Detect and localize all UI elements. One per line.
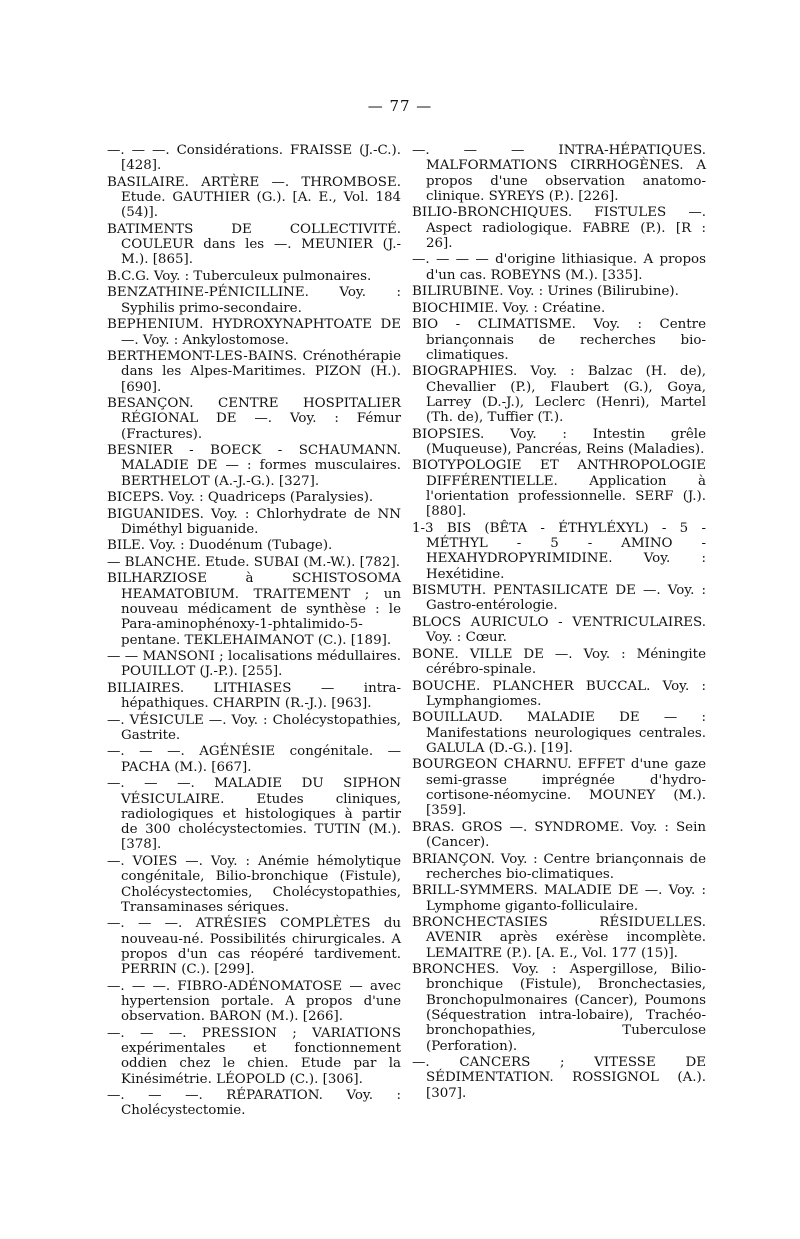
index-entry: BIO - CLIMATISME. Voy. : Centre briançonnais de recherches bio-climatiques.: [412, 317, 706, 363]
index-entry: BICEPS. Voy. : Quadriceps (Paralysies).: [107, 490, 374, 506]
page-number: — 77 —: [367, 97, 433, 115]
index-entry: BLOCS AURICULO - VENTRICULAIRES. Voy. : Cœur.: [412, 614, 706, 646]
index-entry: BIGUANIDES. Voy. : Chlorhydrate de NN Diméthyl biguanide.: [107, 506, 401, 537]
index-entry: —. — —. MALADIE DU SIPHON VÉSICULAIRE. Etudes cliniques, radiologiques et histologiques à partir de 300 cholécystectomies. TUTIN (M.). [378].: [107, 776, 401, 853]
index-entry: —. — —. RÉPARATION. Voy. : Cholécystectomie.: [107, 1088, 401, 1119]
index-entry: BILIAIRES. LITHIASES — intra-hépathiques. CHARPIN (R.-J.). [963].: [107, 680, 401, 712]
index-entry: BRILL-SYMMERS. MALADIE DE —. Voy. : Lymphome giganto-folliculaire.: [412, 883, 706, 914]
index-entry: BRIANÇON. Voy. : Centre briançonnais de recherches bio-climatiques.: [412, 851, 706, 882]
index-entry: BOUCHE. PLANCHER BUCCAL. Voy. : Lymphangiomes.: [412, 678, 706, 709]
index-entry: —. — —. Considérations. FRAISSE (J.-C.). [428].: [107, 143, 401, 174]
index-entry: BIOTYPOLOGIE ET ANTHROPOLOGIE DIFFÉRENTIELLE. Application à l'orientation professionnelle. SERF (J.). [880].: [412, 458, 706, 520]
index-entry: BILHARZIOSE à SCHISTOSOMA HEAMATOBIUM. TRAITEMENT ; un nouveau médicament de synthèse : le Para-aminophénoxy-1-phtalimido-5-pentane. TEKLEHAIMANOT (C.). [189].: [107, 571, 401, 648]
index-entry: —. — —. PRESSION ; VARIATIONS expérimentales et fonctionnement oddien chez le chien. Etude par la Kinésimétrie. LÉOPOLD (C.). [306].: [107, 1025, 401, 1087]
index-entry: BIOCHIMIE. Voy. : Créatine.: [412, 300, 606, 316]
index-entry: BISMUTH. PENTASILICATE DE —. Voy. : Gastro-entérologie.: [412, 583, 706, 614]
index-entry: BATIMENTS DE COLLECTIVITÉ. COULEUR dans les —. MEUNIER (J.-M.). [865].: [107, 221, 401, 268]
index-entry: B.C.G. Voy. : Tuberculeux pulmonaires.: [107, 268, 372, 284]
index-entry: —. — —. FIBRO-ADÉNOMATOSE — avec hypertension portale. A propos d'une observation. BARON (M.). [266].: [107, 978, 401, 1025]
index-entry: BERTHEMONT-LES-BAINS. Crénothérapie dans les Alpes-Maritimes. PIZON (H.). [690].: [107, 348, 401, 395]
index-entry: BRONCHES. Voy. : Aspergillose, Bilio-bronchique (Fistule), Bronchectasies, Bronchopulmonaires (Cancer), Poumons (Séquestration intra-lobaire), Trachéo-bronchopathies, Tuberculose (Perforation).: [412, 962, 706, 1054]
index-entry: BENZATHINE-PÉNICILLINE. Voy. : Syphilis primo-secondaire.: [107, 285, 401, 316]
index-entry: BILE. Voy. : Duodénum (Tubage).: [107, 538, 333, 554]
index-entry: —. — —. AGÉNÉSIE congénitale. — PACHA (M.). [667].: [107, 744, 401, 775]
index-entry: —. VOIES —. Voy. : Anémie hémolytique congénitale, Bilio-bronchique (Fistule), Cholécystectomies, Cholécystopathies, Transaminases sériques.: [107, 853, 401, 915]
index-entry: — — MANSONI ; localisations médullaires. POUILLOT (J.-P.). [255].: [107, 649, 401, 680]
index-entry: —. — — — d'origine lithiasique. A propos d'un cas. ROBEYNS (M.). [335].: [412, 252, 706, 283]
index-entry: BOUILLAUD. MALADIE DE — : Manifestations neurologiques centrales. GALULA (D.-G.). [19].: [412, 710, 706, 756]
index-entry: BASILAIRE. ARTÈRE —. THROMBOSE. Etude. GAUTHIER (G.). [A. E., Vol. 184 (54)].: [107, 174, 401, 221]
index-entry: BESANÇON. CENTRE HOSPITALIER RÉGIONAL DE —. Voy. : Fémur (Fractures).: [107, 396, 401, 442]
index-entry: BRONCHECTASIES RÉSIDUELLES. AVENIR après exérèse incomplète. LEMAITRE (P.). [A. E., Vol. 177 (15)].: [412, 915, 706, 961]
index-entry: BOURGEON CHARNU. EFFET d'une gaze semi-grasse imprégnée d'hydro-cortisone-néomycine. MOUNEY (M.). [359].: [412, 757, 706, 819]
index-entry: BRAS. GROS —. SYNDROME. Voy. : Sein (Cancer).: [412, 819, 706, 851]
left-column: [107, 143, 401, 1120]
index-entry: 1-3 BIS (BÊTA - ÉTHYLÉXYL) - 5 - MÉTHYL - 5 - AMINO - HEXAHYDROPYRIMIDINE. Voy. : Hexétidine.: [412, 520, 706, 582]
index-entry: BILIO-BRONCHIQUES. FISTULES —. Aspect radiologique. FABRE (P.). [R : 26].: [412, 205, 706, 251]
index-entry: — BLANCHE. Etude. SUBAI (M.-W.). [782].: [107, 554, 400, 570]
index-entry: BIOPSIES. Voy. : Intestin grêle (Muqueuse), Pancréas, Reins (Maladies).: [412, 426, 706, 457]
index-entry: —. — — INTRA-HÉPATIQUES. MALFORMATIONS CIRRHOGÈNES. A propos d'une observation anatomo-clinique. SYREYS (P.). [226].: [412, 143, 706, 204]
index-entry: BONE. VILLE DE —. Voy. : Méningite cérébro-spinale.: [412, 646, 706, 678]
index-entry: BESNIER - BOECK - SCHAUMANN. MALADIE DE — : formes musculaires. BERTHELOT (A.-J.-G.). [327].: [107, 443, 401, 489]
index-entry: —. — —. ATRÉSIES COMPLÈTES du nouveau-né. Possibilités chirurgicales. A propos d'un cas réopéré tardivement. PERRIN (C.). [299].: [107, 916, 401, 978]
index-entry: BIOGRAPHIES. Voy. : Balzac (H. de), Chevallier (P.), Flaubert (G.), Goya, Larrey (D.-J.), Leclerc (Henri), Martel (Th. de), Tuffier (T.).: [412, 364, 706, 426]
right-column: [412, 143, 706, 1102]
index-entry: —. VÉSICULE —. Voy. : Cholécystopathies, Gastrite.: [107, 712, 401, 743]
index-entry: BEPHENIUM. HYDROXYNAPHTOATE DE —. Voy. : Ankylostomose.: [107, 317, 401, 348]
index-entry: BILIRUBINE. Voy. : Urines (Bilirubine).: [412, 284, 679, 300]
index-entry: —. CANCERS ; VITESSE DE SÉDIMENTATION. ROSSIGNOL (A.). [307].: [412, 1055, 706, 1101]
